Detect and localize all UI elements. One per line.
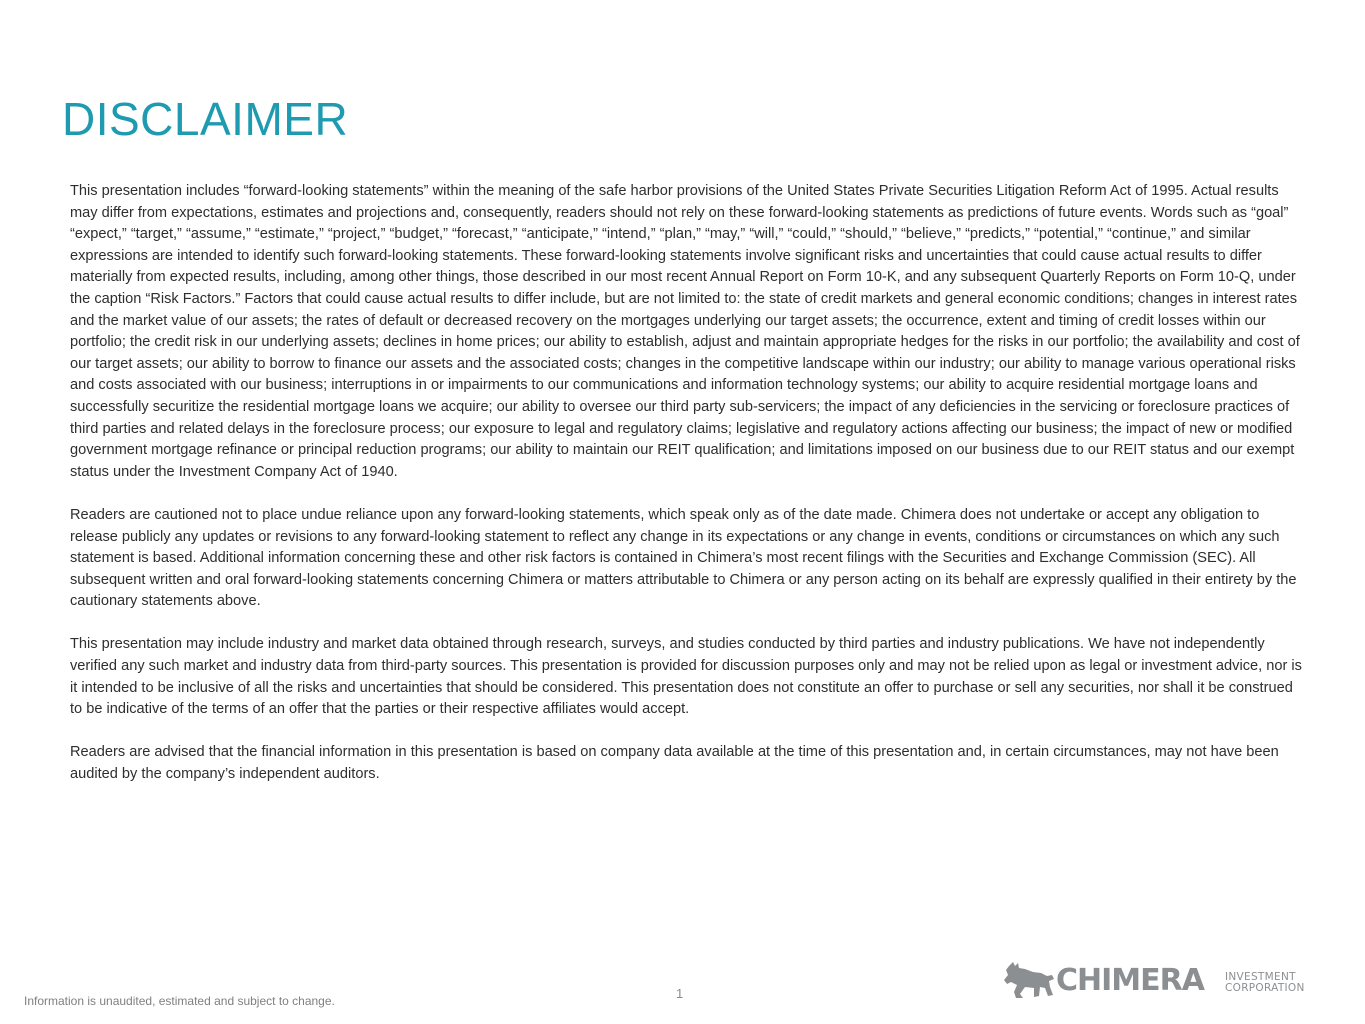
footer-note: Information is unaudited, estimated and subject to change. [24, 994, 335, 1008]
logo-subtitle-line2: CORPORATION [1225, 982, 1305, 994]
logo-subtitle-line1: INVESTMENT [1225, 971, 1296, 983]
slide-title: DISCLAIMER [62, 93, 349, 145]
logo-subtitle [1225, 972, 1305, 994]
paragraph-market-data: This presentation may include industry and market data obtained through research, surveys, and studies conducted by third parties and industry publications. We have not independently verified any such market and industry data from third-party sources. This presentation is provided for discussion purposes only and may not be relied upon as legal or investment advice, nor is it intended to be inclusive of all the risks and uncertainties that should be considered. This presentation does not constitute an offer to purchase or sell any securities, nor shall it be construed to be indicative of the terms of an offer that the parties or their respective affiliates would accept. [70, 636, 1302, 718]
company-logo [1003, 960, 1343, 1002]
logo-wordmark: CHIMERA [1056, 963, 1204, 998]
chimera-creature-icon [1003, 960, 1055, 1000]
paragraph-undue-reliance: Readers are cautioned not to place undue reliance upon any forward-looking statements, which speak only as of the date made. Chimera does not undertake or accept any obligation to release publicly any updates or revisions to any forward-looking statement to reflect any change in its expectations or any change in events, conditions or circumstances on which any such statement is based. Additional information concerning these and other risk factors is contained in Chimera’s most recent filings with the Securities and Exchange Commission (SEC). All subsequent written and oral forward-looking statements concerning Chimera or matters attributable to Chimera or any person acting on its behalf are expressly qualified in their entirety by the cautionary statements above. [70, 506, 1297, 610]
paragraph-forward-looking: This presentation includes “forward-looking statements” within the meaning of the safe harbor provisions of the United States Private Securities Litigation Reform Act of 1995. Actual results may differ from expectations, estimates and projections and, consequently, readers should not rely on these forward-looking statements as predictions of future events. Words such as “goal” “expect,” “target,” “assume,” “estimate,” “project,” “budget,” “forecast,” “anticipate,” “intend,” “plan,” “may,” “will,” “could,” “should,” “believe,” “predicts,” “potential,” “continue,” and similar expressions are intended to identify such forward-looking statements. These forward-looking statements involve significant risks and uncertainties that could cause actual results to differ materially from expected results, including, among other things, those described in our most recent Annual Report on Form 10-K, and any subsequent Quarterly Reports on Form 10-Q, under the caption “Risk Factors.” Factors that could cause actual results to differ include, but are not limited to: the state of credit markets and general economic conditions; changes in interest rates and the market value of our assets; the rates of default or decreased recovery on the mortgages underlying our target assets; the occurrence, extent and timing of credit losses within our portfolio; the credit risk in our underlying assets; declines in home prices; our ability to establish, adjust and maintain appropriate hedges for the risks in our portfolio; the availability and cost of our target assets; our ability to borrow to finance our assets and the associated costs; changes in the competitive landscape within our industry; our ability to manage various operational risks and costs associated with our business; interruptions in or impairments to our communications and information technology systems; our ability to acquire residential mortgage loans and successfully securitize the residential mortgage loans we acquire; our ability to oversee our third party sub-servicers; the impact of any deficiencies in the servicing or foreclosure practices of third parties and related delays in the foreclosure process; our exposure to legal and regulatory claims; legislative and regulatory actions affecting our business; the impact of new or modified government mortgage refinance or principal reduction programs; our ability to maintain our REIT qualification; and limitations imposed on our business due to our REIT status and our exempt status under the Investment Company Act of 1940. [70, 183, 1300, 480]
disclaimer-body [70, 181, 1302, 807]
page-number: 1 [676, 986, 684, 1001]
paragraph-financial-info: Readers are advised that the financial information in this presentation is based on company data available at the time of this presentation and, in certain circumstances, may not have been audited by the company’s independent auditors. [70, 744, 1279, 783]
